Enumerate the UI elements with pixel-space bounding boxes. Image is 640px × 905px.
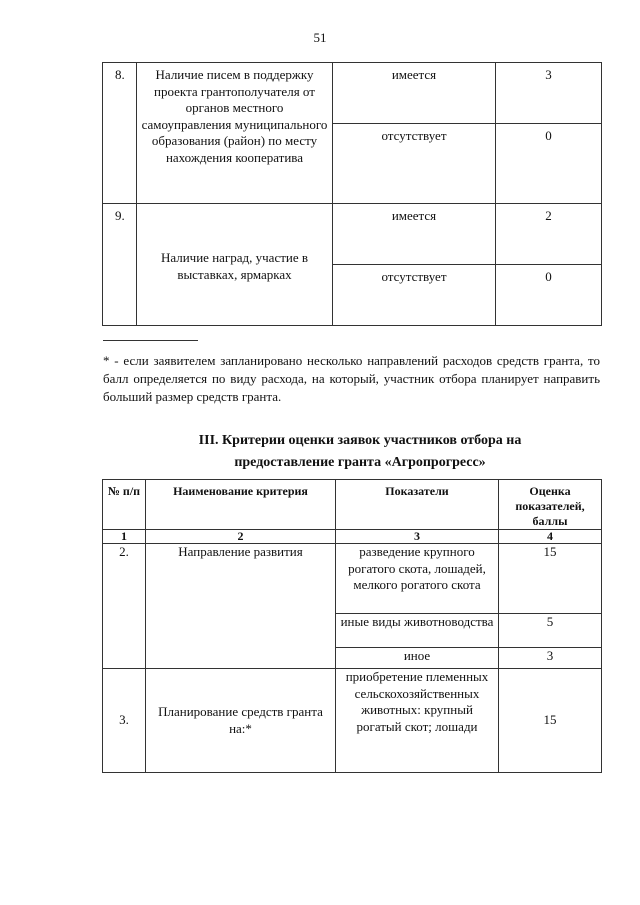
column-numbers-row xyxy=(103,530,602,544)
row-number: 2. xyxy=(103,544,146,669)
indicator: иные виды животноводства xyxy=(336,614,499,648)
score: 2 xyxy=(496,204,602,265)
score: 3 xyxy=(499,648,602,669)
section-heading-line-1: III. Критерии оценки заявок участников отбора на xyxy=(198,433,522,448)
criterion-name: Планирование средств гранта на:* xyxy=(146,669,336,773)
table-row xyxy=(103,544,602,614)
indicator: имеется xyxy=(333,63,496,124)
footnote-text: * - если заявителем запланировано несколько направлений расходов средств гранта, то балл определяется по виду расхода, на который, участник отбора планирует направить больший размер средств гранта. xyxy=(103,353,600,404)
indicator: имеется xyxy=(333,204,496,265)
indicator: иное xyxy=(336,648,499,669)
row-number: 9. xyxy=(103,204,137,326)
table-row xyxy=(103,63,602,124)
column-number: 1 xyxy=(103,530,146,544)
score: 15 xyxy=(499,669,602,773)
page-number: 51 xyxy=(313,30,327,45)
column-header-indicators: Показатели xyxy=(336,480,499,530)
column-number: 2 xyxy=(146,530,336,544)
indicator: отсутствует xyxy=(333,265,496,326)
indicator: отсутствует xyxy=(333,124,496,204)
section-heading-line-2: предоставление гранта «Агропрогресс» xyxy=(234,455,486,470)
criterion-name: Направление развития xyxy=(146,544,336,669)
score: 0 xyxy=(496,124,602,204)
indicator: разведение крупного рогатого скота, лошадей, мелкого рогатого скота xyxy=(336,544,499,614)
section-heading xyxy=(120,430,600,474)
column-header-number: № п/п xyxy=(103,480,146,530)
score: 15 xyxy=(499,544,602,614)
table-header-row xyxy=(103,480,602,530)
criteria-table xyxy=(102,479,602,773)
table-row xyxy=(103,204,602,265)
score: 0 xyxy=(496,265,602,326)
criteria-table-continued xyxy=(102,62,602,326)
row-number: 3. xyxy=(103,669,146,773)
indicator: приобретение племенных сельскохозяйственных животных: крупный рогатый скот; лошади xyxy=(336,669,499,773)
column-number: 4 xyxy=(499,530,602,544)
criterion-name: Наличие писем в поддержку проекта грантополучателя от органов местного самоуправления муниципального образования (район) по месту нахождения кооператива xyxy=(137,63,333,204)
score: 3 xyxy=(496,63,602,124)
column-header-criterion: Наименование критерия xyxy=(146,480,336,530)
row-number: 8. xyxy=(103,63,137,204)
column-header-score: Оценка показателей, баллы xyxy=(499,480,602,530)
footnote-separator xyxy=(103,340,198,341)
score: 5 xyxy=(499,614,602,648)
table-row xyxy=(103,669,602,773)
column-number: 3 xyxy=(336,530,499,544)
criterion-name: Наличие наград, участие в выставках, ярмарках xyxy=(137,204,333,326)
